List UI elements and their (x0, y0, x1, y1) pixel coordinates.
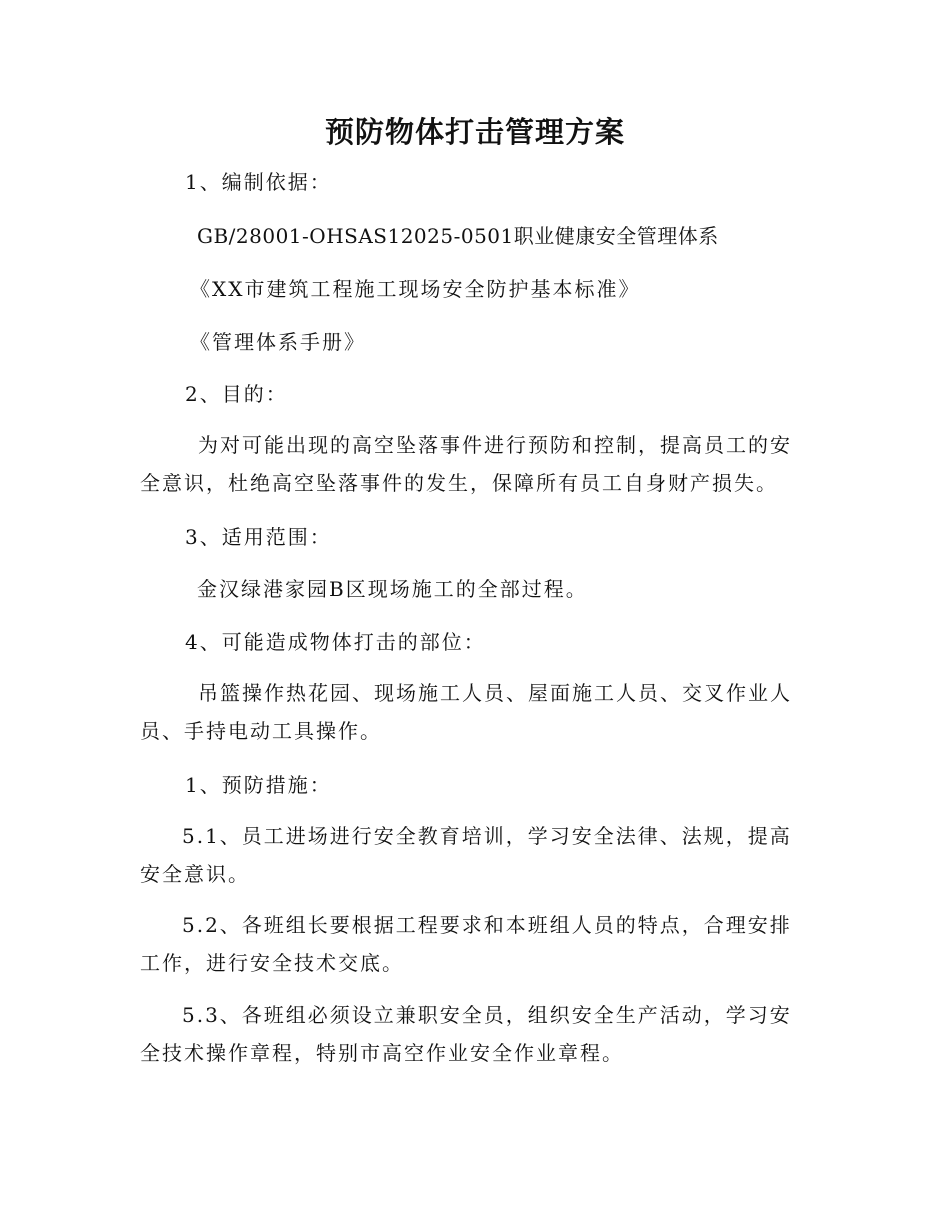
basis-item-standard: GB/28001-OHSAS12025-0501职业健康安全管理体系 (197, 224, 719, 248)
section-heading-parts: 4、可能造成物体打击的部位： (185, 630, 486, 654)
document-title: 预防物体打击管理方案 (324, 115, 625, 149)
section-heading-measures: 1、预防措施： (185, 773, 332, 797)
measure-5-2-paragraph: 5.2、各班组长要根据工程要求和本班组人员的特点，合理安排工作，进行安全技术交底。 (140, 913, 792, 975)
scope-paragraph: 金汉绿港家园B区现场施工的全部过程。 (197, 577, 588, 601)
section-heading-purpose: 2、目的： (185, 382, 288, 406)
basis-item-handbook: 《管理体系手册》 (190, 330, 366, 354)
purpose-paragraph: 为对可能出现的高空坠落事件进行预防和控制，提高员工的安全意识，杜绝高空坠落事件的发生，保障所有员工自身财产损失。 (140, 433, 792, 495)
measure-5-3-paragraph: 5.3、各班组必须设立兼职安全员，组织安全生产活动，学习安全技术操作章程，特别市高空作业安全作业章程。 (140, 1003, 792, 1065)
section-heading-basis: 1、编制依据： (185, 170, 332, 194)
measure-5-1-paragraph: 5.1、员工进场进行安全教育培训，学习安全法律、法规，提高安全意识。 (140, 824, 792, 886)
section-heading-scope: 3、适用范围： (185, 525, 332, 549)
parts-paragraph: 吊篮操作热花园、现场施工人员、屋面施工人员、交叉作业人员、手持电动工具操作。 (140, 681, 792, 743)
basis-item-city-standard: 《XX市建筑工程施工现场安全防护基本标准》 (190, 277, 641, 301)
